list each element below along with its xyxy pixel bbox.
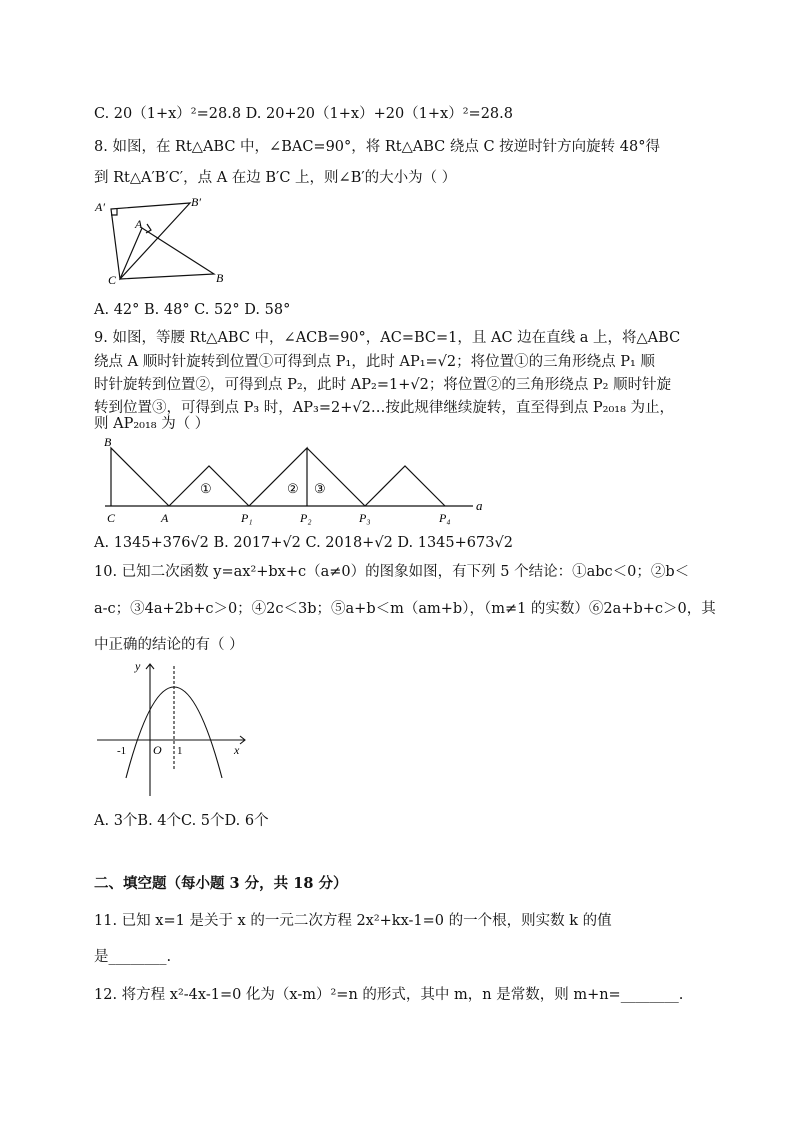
q8-label-B: B: [216, 271, 224, 285]
q9-triangle-ABC: [111, 448, 169, 506]
q11-line-1: 11. 已知 x=1 是关于 x 的一元二次方程 2x²+kx-1=0 的一个根，则实数 k 的值: [94, 913, 612, 929]
q9-line-2: 绕点 A 顺时针旋转到位置①可得到点 P₁，此时 AP₁=√2；将位置①的三角形绕点 P₁ 顺: [94, 354, 655, 370]
q8-figure: [90, 194, 240, 290]
q10-line-1: 10. 已知二次函数 y=ax²+bx+c（a≠0）的图象如图，有下列 5 个结论：①abc＜0；②b＜: [94, 564, 690, 580]
q8-label-C: C: [108, 273, 117, 287]
q12-line-1: 12. 将方程 x²-4x-1=0 化为（x-m）²=n 的形式，其中 m，n 是常数，则 m+n=________.: [94, 987, 684, 1003]
q9-label-B: B: [104, 435, 112, 449]
q9-triangle-2: [249, 448, 307, 506]
q10-options: A. 3个B. 4个C. 5个D. 6个: [94, 813, 269, 829]
q10-line-2: a-c；③4a+2b+c＞0；④2c＜3b；⑤a+b＜m（am+b），（m≠1 的实数）⑥2a+b+c＞0，其: [94, 601, 716, 617]
q9-line-3: 时针旋转到位置②，可得到点 P₂，此时 AP₂=1+√2；将位置②的三角形绕点 P₂ 顺时针旋: [94, 377, 672, 393]
q11-line-2: 是________.: [94, 949, 172, 965]
q10-figure: [95, 658, 255, 798]
q9-label-C: C: [107, 511, 116, 525]
q9-label-A: A: [161, 511, 169, 525]
q8-triangle-original: [120, 228, 214, 279]
q9-circle-2: ②: [287, 481, 299, 496]
q8-label-A: A: [135, 217, 143, 231]
q8-label-A1: A′: [95, 200, 105, 214]
q9-label-P2: P₂: [300, 511, 312, 525]
q9-triangle-4: [365, 466, 445, 506]
q8-triangle-rotated: [111, 203, 190, 279]
q10-line-3: 中正确的结论的有（ ）: [94, 637, 244, 653]
q9-options: A. 1345+376√2 B. 2017+√2 C. 2018+√2 D. 1345+673√2: [94, 535, 513, 551]
q10-label-origin: O: [153, 743, 162, 757]
q10-label-minus-one: -1: [117, 745, 127, 757]
q10-label-one: 1: [177, 745, 183, 757]
q9-line-5: 则 AP₂₀₁₈ 为（ ）: [94, 416, 210, 432]
q8-options: A. 42° B. 48° C. 52° D. 58°: [94, 302, 291, 318]
q9-figure: [95, 432, 505, 528]
q10-label-x: x: [234, 743, 240, 757]
q9-triangle-3: [307, 448, 365, 506]
q8-line-2: 到 Rt△A′B′C′，点 A 在边 B′C 上，则∠B′的大小为（ ）: [94, 170, 457, 186]
q9-circle-3: ③: [314, 481, 326, 496]
q8-label-B1: B′: [191, 195, 201, 209]
q10-label-y: y: [135, 659, 141, 673]
q7-options: C. 20（1+x）²=28.8 D. 20+20（1+x）+20（1+x）²=28.8: [94, 106, 513, 122]
q9-line-1: 9. 如图，等腰 Rt△ABC 中，∠ACB=90°，AC=BC=1，且 AC 边在直线 a 上，将△ABC: [94, 330, 681, 346]
q9-label-P3: P₃: [359, 511, 371, 525]
q9-line-4: 转到位置③，可得到点 P₃ 时，AP₃=2+√2…按此规律继续旋转，直至得到点 P₂₀₁₈ 为止，: [94, 400, 675, 416]
q9-label-P4: P₄: [439, 511, 451, 525]
q9-label-a: a: [476, 498, 483, 513]
section-2-title: 二、填空题（每小题 3 分，共 18 分）: [94, 875, 348, 892]
q9-label-P1: P₁: [241, 511, 253, 525]
q8-line-1: 8. 如图，在 Rt△ABC 中，∠BAC=90°，将 Rt△ABC 绕点 C 按逆时针方向旋转 48°得: [94, 139, 660, 155]
q9-circle-1: ①: [200, 481, 212, 496]
